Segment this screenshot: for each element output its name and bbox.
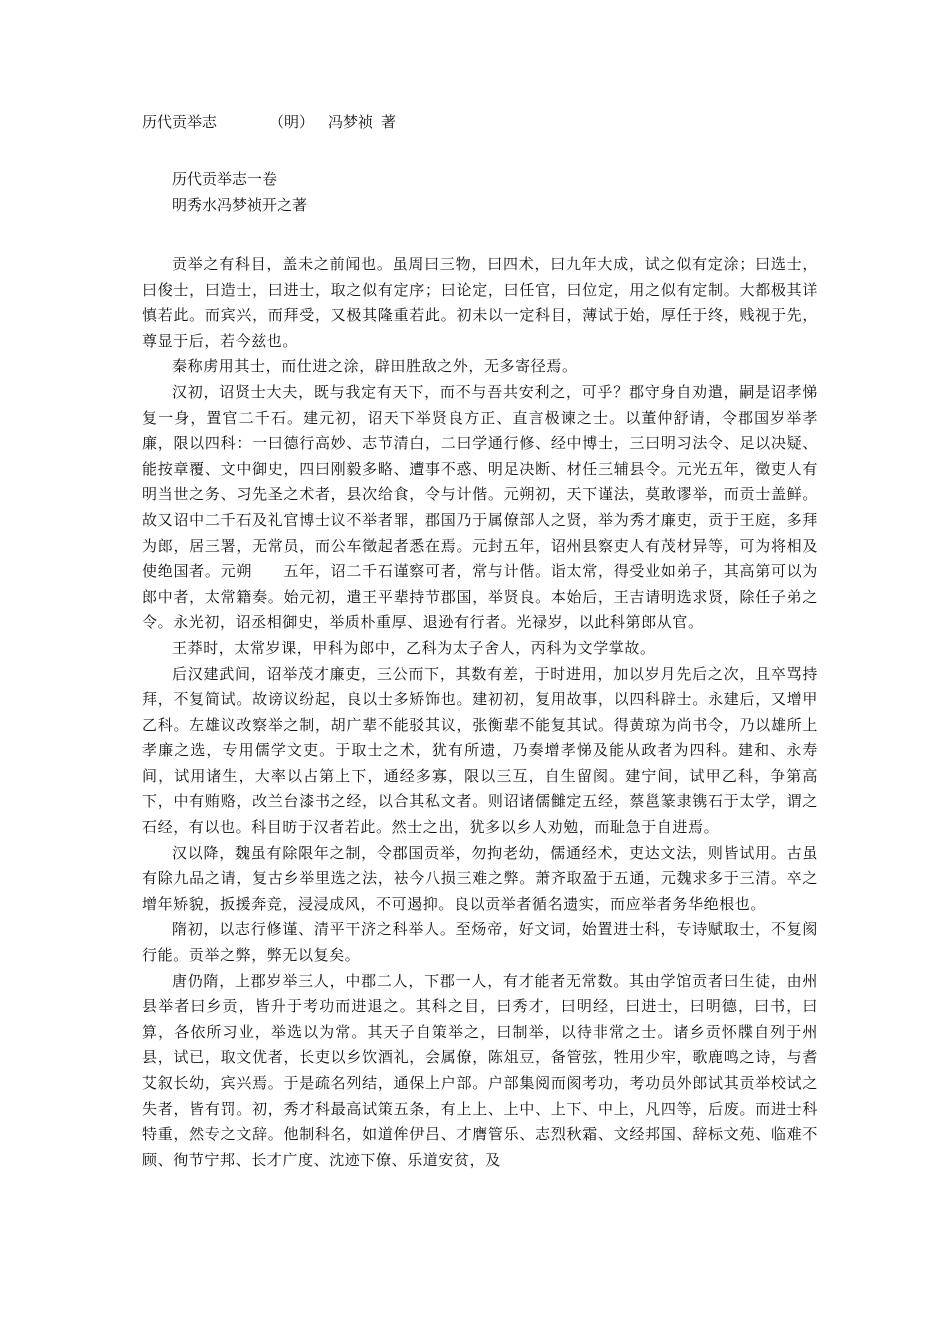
- volume-title: 历代贡举志一卷: [172, 170, 278, 188]
- document-page: [142, 110, 850, 1173]
- paragraph: 秦称虏用其士，而仕进之涂，辟田胜敌之外，无多寄径焉。: [172, 357, 578, 376]
- document-heading: [142, 110, 818, 134]
- paragraph: 后汉建武间，诏举茂才廉吏，三公而下，其数有差，于时进用，加以岁月先后之次，且卒骂持 拜，不复简试。故谤议纷起，良以士多矫饰也。建初初，复用故事，以四科辟士。永建后，又增甲乙科。左雄议改察举之制，胡广辈不能驳其议，张衡辈不能复其试。得黄琼为尚书令，乃以雄所上孝廉之选，专用儒学文吏。于取士之术，犹有所遗，乃奏增孝悌及能从政者为四科。建和、永寿间，试用诸生，大率以占第上下，通经多寡，限以三互，自生留阂。建宁间，试甲乙科，争第高下，中有贿赂，改兰台漆书之经，以合其私文者。则诏诸儒雠定五经，蔡邕篆隶镌石于太学，谓之石经，有以也。科目昉于汉者若此。然士之出，犹多以乡人劝勉，而耻急于自进焉。: [142, 664, 850, 837]
- author-name: 冯梦祯: [328, 113, 374, 131]
- author-dynasty: （明）: [269, 113, 315, 131]
- author-role: 著: [381, 113, 397, 131]
- book-title: 历代贡举志: [142, 113, 218, 131]
- paragraph: 隋初，以志行修谨、清平干济之科举人。至炀帝，好文词，始置进士科，专诗赋取士，不复阂行能。贡举之弊，弊无以复矣。: [142, 920, 818, 965]
- paragraph: 唐仍隋，上郡岁举三人，中郡二人，下郡一人，有才能者无常数。其由学馆贡者曰生徒，由州县举者曰乡贡，皆升于考功而进退之。其科之目，曰秀才，曰明经，曰进士，曰明德，曰书，曰算，各依所习业，举选以为常。其天子自策举之，曰制举，以待非常之士。诸乡贡怀牒自列于州县，试已，取文优者，长吏以乡饮酒礼，会属僚，陈俎豆，备管弦，牲用少牢，歌鹿鸣之诗，与耆艾叙长幼，宾兴焉。于是疏名列结，通保上户部。户部集阅而阂考功，考功员外郎试其贡举校试之失者，皆有罚。初，秀才科最高试策五条，有上上、上中、上下、中上，凡四等，后废。而进士科特重，然专之文辞。他制科名，如道侔伊吕、才膺管乐、志烈秋霜、文经邦国、辞标文苑、临难不顾、徇节宁邦、长才广度、沈迹下僚、乐道安贫，及: [142, 971, 818, 1169]
- volume-byline: 明秀水冯梦祯开之著: [172, 196, 308, 214]
- paragraph: 汉初，诏贤士大夫，既与我定有天下，而不与吾共安利之，可乎？郡守身自劝遣，嗣是诏孝悌复一身，置官二千石。建元初，诏天下举贤良方正、直言极谏之士。以董仲舒请，令郡国岁举孝廉，限以四科：一曰德行高妙、志节清白，二曰学通行修、经中博士，三曰明习法令、足以决疑、能按章覆、文中御史，四曰刚毅多略、遭事不惑、明足决断、材任三辅县令。元光五年，徵吏人有明当世之务、习先圣之术者，县次给食，令与计偕。元朔初，天下谨法，莫敢谬举，而贡士盖鲜。故又诏中二千石及礼官博士议不举者罪，郡国乃于属僚部人之贤，举为秀才廉吏，贡于王庭，多拜为郎，居三署，无常员，而公车徵起者悉在焉。元封五年，诏州县察吏人有茂材异等，可为将相及使绝国者。元朔 五年，诏二千石谨察可者，常与计偕。诣太常，得受业如弟子，其高第可以为郎中者，太常籍奏。始元初，遣王平辈持节郡国，举贤良。本始后，王吉请明选求贤，除任子弟之令。永光初，诏丞相御史，举质朴重厚、退逊有行者。光禄岁，以此科第郎从官。: [142, 382, 818, 632]
- paragraph: 汉以降，魏虽有除限年之制，令郡国贡举，勿拘老幼，儒通经术，吏达文法，则皆试用。古虽有除九品之请，复古乡举里选之法，袪今八损三难之弊。萧齐取盈于五通，元魏求多于三清。卒之增年矫貌，扳援奔竞，浸浸成风，不可遏抑。良以贡举者循名遗实，而应举者务华绝根也。: [142, 843, 818, 913]
- paragraph: 贡举之有科目，盖未之前闻也。虽周曰三物，曰四术，曰九年大成，试之似有定涂；曰选士，曰俊士，曰造士，曰进士，取之似有定序；曰论定，曰任官，曰位定，用之似有定制。大都极其详慎若此。而宾兴，而拜受，又极其隆重若此。初未以一定科目，薄试于始，厚任于终，贱视于先，尊显于后，若今兹也。: [142, 255, 818, 350]
- paragraph: 王莽时，太常岁课，甲科为郎中，乙科为太子舍人，丙科为文学掌故。: [172, 638, 656, 657]
- volume-header: [142, 166, 818, 218]
- document-body: [142, 252, 850, 1173]
